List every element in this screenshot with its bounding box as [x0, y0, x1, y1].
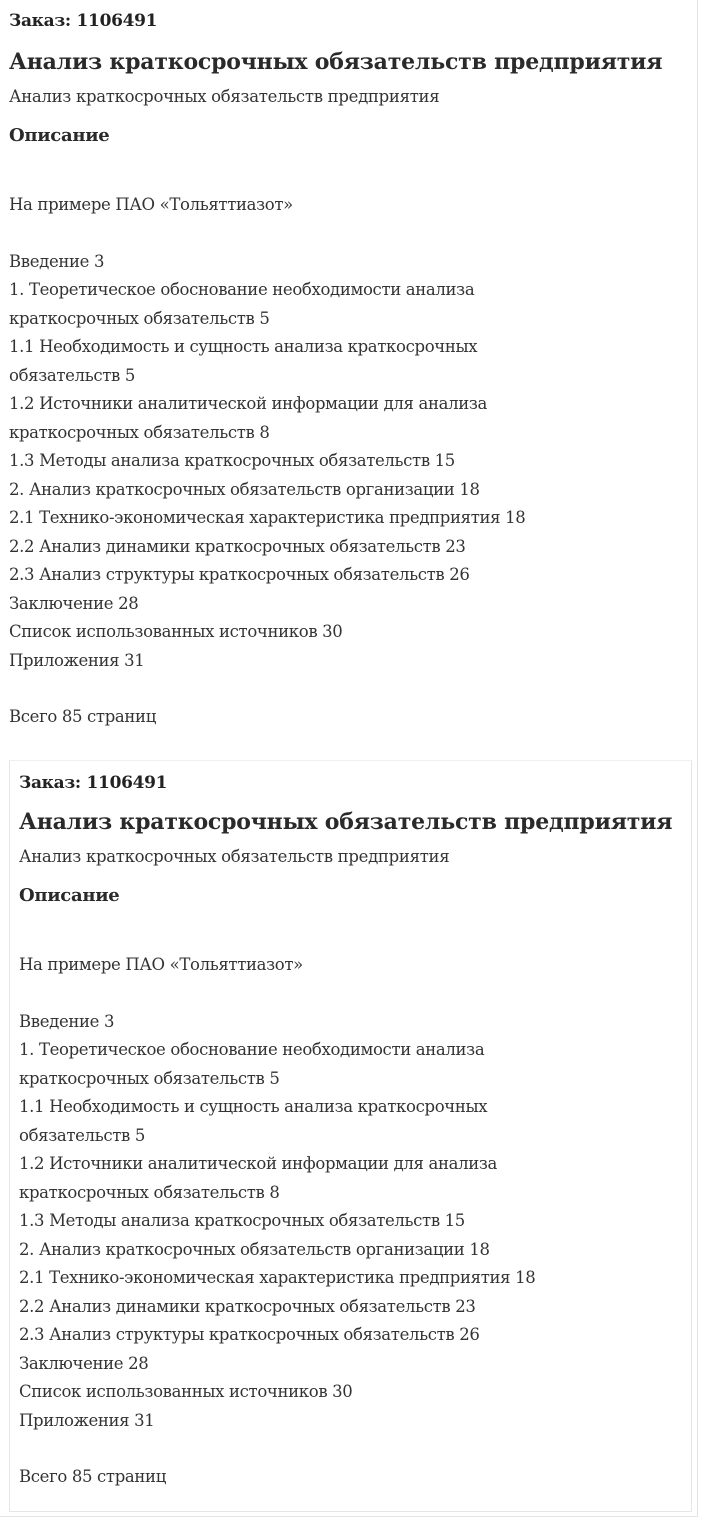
toc-line: 1.1 Необходимость и сущность анализа краткосрочных [9, 337, 478, 356]
description-heading: Описание [19, 885, 120, 906]
toc-line: обязательств 5 [19, 1125, 145, 1145]
order-block-secondary [9, 760, 692, 1512]
document-subtitle: Анализ краткосрочных обязательств предприятия [9, 87, 440, 106]
toc-line: Заключение 28 [19, 1353, 149, 1373]
toc-line: краткосрочных обязательств 8 [19, 1182, 280, 1202]
order-number: Заказ: 1106491 [19, 773, 168, 793]
description-heading: Описание [9, 125, 110, 146]
toc-line: 2.1 Технико-экономическая характеристика предприятия 18 [9, 508, 526, 527]
toc-line: краткосрочных обязательств 8 [9, 422, 270, 442]
toc-line: Заключение 28 [9, 593, 139, 613]
toc-line: Приложения 31 [9, 650, 145, 670]
toc-line: 1.3 Методы анализа краткосрочных обязательств 15 [9, 451, 455, 470]
table-of-contents [19, 1008, 691, 1436]
document-title: Анализ краткосрочных обязательств предприятия [19, 809, 673, 835]
toc-line: 1.2 Источники аналитической информации для анализа [19, 1154, 498, 1173]
toc-line: 2. Анализ краткосрочных обязательств организации 18 [9, 479, 480, 499]
toc-line: 1.1 Необходимость и сущность анализа краткосрочных [19, 1097, 488, 1116]
toc-line: 2.2 Анализ динамики краткосрочных обязательств 23 [9, 536, 466, 556]
order-number: Заказ: 1106491 [9, 11, 158, 31]
page-count: Всего 85 страниц [19, 1467, 166, 1486]
page-count: Всего 85 страниц [9, 707, 156, 726]
description-intro: На примере ПАО «Тольяттиазот» [9, 195, 293, 214]
toc-line: краткосрочных обязательств 5 [9, 308, 270, 328]
toc-line: 2.2 Анализ динамики краткосрочных обязательств 23 [19, 1296, 476, 1316]
toc-line: краткосрочных обязательств 5 [19, 1068, 280, 1088]
toc-line: Введение 3 [19, 1011, 115, 1031]
toc-line: 2.1 Технико-экономическая характеристика предприятия 18 [19, 1268, 536, 1287]
order-block-primary [0, 0, 698, 732]
document-subtitle: Анализ краткосрочных обязательств предприятия [19, 847, 450, 866]
toc-line: 2.3 Анализ структуры краткосрочных обязательств 26 [19, 1325, 480, 1344]
toc-line: Список использованных источников 30 [19, 1382, 353, 1401]
description-intro: На примере ПАО «Тольяттиазот» [19, 955, 303, 974]
toc-line: 1. Теоретическое обоснование необходимости анализа [19, 1040, 485, 1059]
table-of-contents [9, 248, 698, 676]
document-title: Анализ краткосрочных обязательств предприятия [9, 49, 663, 75]
toc-line: 1.3 Методы анализа краткосрочных обязательств 15 [19, 1211, 465, 1230]
toc-line: 1.2 Источники аналитической информации для анализа [9, 394, 488, 413]
toc-line: 2.3 Анализ структуры краткосрочных обязательств 26 [9, 565, 470, 584]
toc-line: Список использованных источников 30 [9, 622, 343, 641]
toc-line: обязательств 5 [9, 365, 135, 385]
toc-line: Приложения 31 [19, 1410, 155, 1430]
toc-line: 2. Анализ краткосрочных обязательств организации 18 [19, 1239, 490, 1259]
toc-line: Введение 3 [9, 251, 105, 271]
toc-line: 1. Теоретическое обоснование необходимости анализа [9, 280, 475, 299]
